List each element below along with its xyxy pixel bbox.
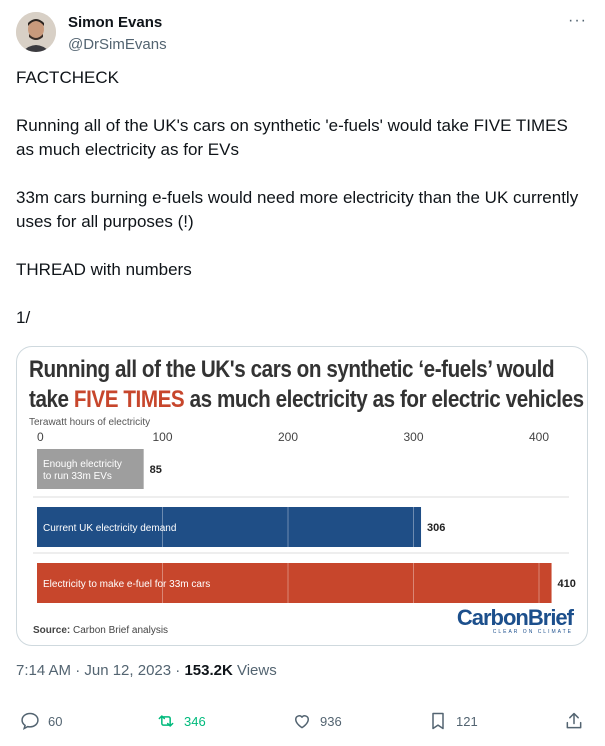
action-bar bbox=[16, 706, 588, 736]
share-button[interactable] bbox=[564, 706, 584, 736]
tweet-line: Running all of the UK's cars on synthetic 'e-fuels' would take FIVE TIMES as much electricity as for EVs bbox=[16, 116, 568, 159]
logo-wordmark: CarbonBrief bbox=[456, 605, 573, 630]
avatar-image bbox=[16, 12, 56, 52]
bar-category-label: Current UK electricity demand bbox=[43, 523, 177, 534]
bar-value-label: 306 bbox=[427, 522, 446, 534]
chart-title-post: as much electricity as for electric vehicles bbox=[184, 386, 584, 413]
bookmark-button[interactable] bbox=[428, 706, 478, 736]
source-note bbox=[33, 625, 168, 636]
tweet-timestamp[interactable]: 7:14 AM · Jun 12, 2023 · bbox=[16, 662, 185, 679]
chart-title-highlight: FIVE TIMES bbox=[73, 386, 185, 413]
bar-category-label: to run 33m EVs bbox=[43, 471, 112, 482]
source-text: Carbon Brief analysis bbox=[70, 625, 169, 636]
carbon-brief-logo bbox=[457, 605, 573, 635]
source-label: Source: bbox=[33, 625, 71, 636]
bar-value-label: 410 bbox=[557, 578, 576, 590]
bookmark-icon bbox=[428, 711, 448, 731]
heart-icon bbox=[292, 711, 312, 731]
x-axis-label: Terawatt hours of electricity bbox=[29, 417, 151, 428]
views-label: Views bbox=[232, 662, 277, 679]
bar-category-label: Enough electricity bbox=[43, 459, 122, 470]
bar-value-label: 85 bbox=[149, 464, 162, 476]
tweet-header bbox=[16, 12, 589, 56]
tweet-meta bbox=[16, 662, 277, 679]
bar-category-label: Electricity to make e-fuel for 33m cars bbox=[43, 579, 211, 590]
chart-card[interactable] bbox=[16, 346, 588, 646]
retweet-icon bbox=[156, 711, 176, 731]
tweet-line: 1/ bbox=[16, 308, 31, 327]
share-icon bbox=[564, 711, 584, 731]
tweet-line: THREAD with numbers bbox=[16, 260, 192, 279]
tweet-text bbox=[16, 66, 586, 354]
reply-count: 60 bbox=[48, 713, 63, 729]
logo-tagline: CLEAR ON CLIMATE bbox=[492, 629, 573, 635]
retweet-button[interactable] bbox=[156, 706, 206, 736]
chart-title-pre: take bbox=[29, 386, 74, 413]
like-count: 936 bbox=[320, 713, 342, 729]
x-tick-label: 300 bbox=[403, 430, 424, 444]
bar-chart bbox=[17, 427, 588, 607]
chart-title bbox=[29, 355, 584, 415]
like-button[interactable] bbox=[292, 706, 342, 736]
avatar[interactable] bbox=[16, 12, 56, 52]
author-name[interactable]: Simon Evans bbox=[68, 14, 163, 31]
reply-icon bbox=[20, 711, 40, 731]
more-options-icon[interactable]: ··· bbox=[568, 12, 587, 29]
x-tick-label: 200 bbox=[277, 430, 299, 444]
reply-button[interactable] bbox=[20, 706, 62, 736]
author-handle[interactable]: @DrSimEvans bbox=[68, 36, 167, 53]
bookmark-count: 121 bbox=[456, 713, 478, 729]
views-count: 153.2K bbox=[184, 662, 233, 679]
x-tick-label: 400 bbox=[528, 430, 550, 444]
x-tick-label: 100 bbox=[152, 430, 173, 444]
tweet-line: 33m cars burning e-fuels would need more electricity than the UK currently uses for all purposes (!) bbox=[16, 188, 579, 231]
chart-title-line1: Running all of the UK's cars on synthetic ‘e-fuels’ would bbox=[29, 356, 555, 383]
tweet-line: FACTCHECK bbox=[16, 68, 119, 87]
retweet-count: 346 bbox=[184, 713, 206, 729]
x-tick-label: 0 bbox=[37, 430, 44, 444]
